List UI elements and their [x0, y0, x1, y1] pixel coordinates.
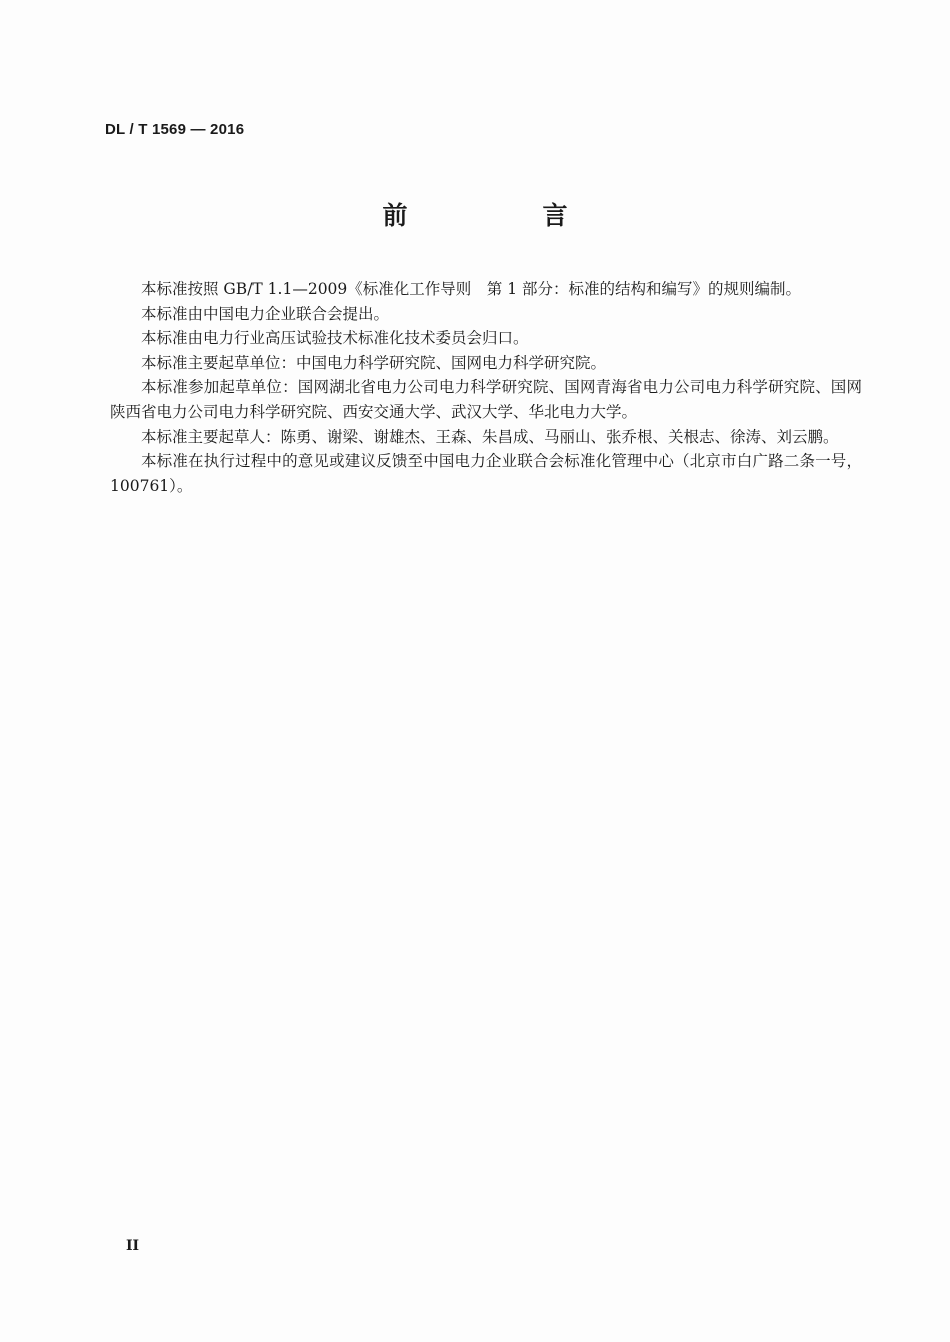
paragraph-participating-units: 本标准参加起草单位：国网湖北省电力公司电力科学研究院、国网青海省电力公司电力科学研究院、国网陕西省电力公司电力科学研究院、西安交通大学、武汉大学、华北电力大学。: [110, 378, 862, 421]
paragraph-proposer: 本标准由中国电力企业联合会提出。: [141, 304, 390, 323]
paragraph-feedback: 本标准在执行过程中的意见或建议反馈至中国电力企业联合会标准化管理中心（北京市白广路二条一号，100761）。: [110, 452, 862, 495]
paragraph-compilation-rule: 本标准按照 GB/T 1.1—2009《标准化工作导则 第 1 部分：标准的结构和编写》的规则编制。: [141, 280, 802, 298]
paragraph-drafters: 本标准主要起草人：陈勇、谢梁、谢雄杰、王森、朱昌成、马丽山、张乔根、关根志、徐涛、刘云鹏。: [141, 427, 839, 446]
standard-code: DL / T 1569 — 2016: [105, 121, 245, 138]
paragraph-main-drafting-units: 本标准主要起草单位：中国电力科学研究院、国网电力科学研究院。: [141, 353, 607, 372]
page-number: II: [126, 1238, 140, 1254]
page-title: 前 言: [382, 201, 623, 230]
paragraph-administrator: 本标准由电力行业高压试验技术标准化技术委员会归口。: [141, 329, 529, 348]
foreword-body: [110, 277, 862, 498]
